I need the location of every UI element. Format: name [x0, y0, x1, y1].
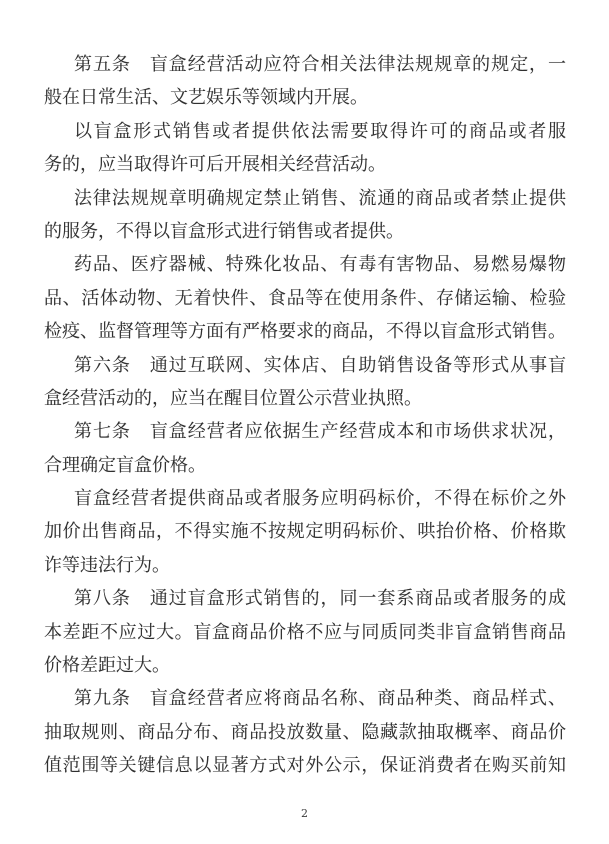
document-line: 第六条 通过互联网、实体店、自助销售设备等形式从事盲	[74, 354, 566, 376]
document-line: 抽取规则、商品分布、商品投放数量、隐藏款抽取概率、商品价	[44, 721, 566, 743]
document-line: 法律法规规章明确规定禁止销售、流通的商品或者禁止提供	[74, 187, 566, 209]
document-line: 盲盒经营者提供商品或者服务应明码标价，不得在标价之外	[74, 488, 566, 510]
document-text-block	[44, 48, 566, 783]
page-number: 2	[301, 807, 308, 820]
document-line: 检疫、监督管理等方面有严格要求的商品，不得以盲盒形式销售。	[44, 321, 566, 343]
document-line: 药品、医疗器械、特殊化妆品、有毒有害物品、易燃易爆物	[74, 254, 566, 276]
document-line: 务的，应当取得许可后开展相关经营活动。	[44, 154, 386, 176]
document-line: 品、活体动物、无着快件、食品等在使用条件、存储运输、检验	[44, 287, 566, 309]
document-line: 价格差距过大。	[44, 655, 170, 677]
document-line: 以盲盒形式销售或者提供依法需要取得许可的商品或者服	[74, 120, 566, 142]
document-line: 第八条 通过盲盒形式销售的，同一套系商品或者服务的成	[74, 588, 566, 610]
document-line: 第九条 盲盒经营者应将商品名称、商品种类、商品样式、	[74, 688, 566, 710]
document-line: 的服务，不得以盲盒形式进行销售或者提供。	[44, 220, 404, 242]
document-line: 合理确定盲盒价格。	[44, 454, 206, 476]
document-line: 般在日常生活、文艺娱乐等领域内开展。	[44, 87, 368, 109]
document-line: 第七条 盲盒经营者应依据生产经营成本和市场供求状况，	[74, 421, 566, 443]
document-line: 本差距不应过大。盲盒商品价格不应与同质同类非盲盒销售商品	[44, 621, 566, 643]
document-line: 盒经营活动的，应当在醒目位置公示营业执照。	[44, 387, 422, 409]
document-line: 加价出售商品，不得实施不按规定明码标价、哄抬价格、价格欺	[44, 521, 566, 543]
document-line: 值范围等关键信息以显著方式对外公示，保证消费者在购买前知	[44, 755, 566, 777]
document-line: 诈等违法行为。	[44, 554, 170, 576]
document-line: 第五条 盲盒经营活动应符合相关法律法规规章的规定，一	[74, 54, 566, 75]
